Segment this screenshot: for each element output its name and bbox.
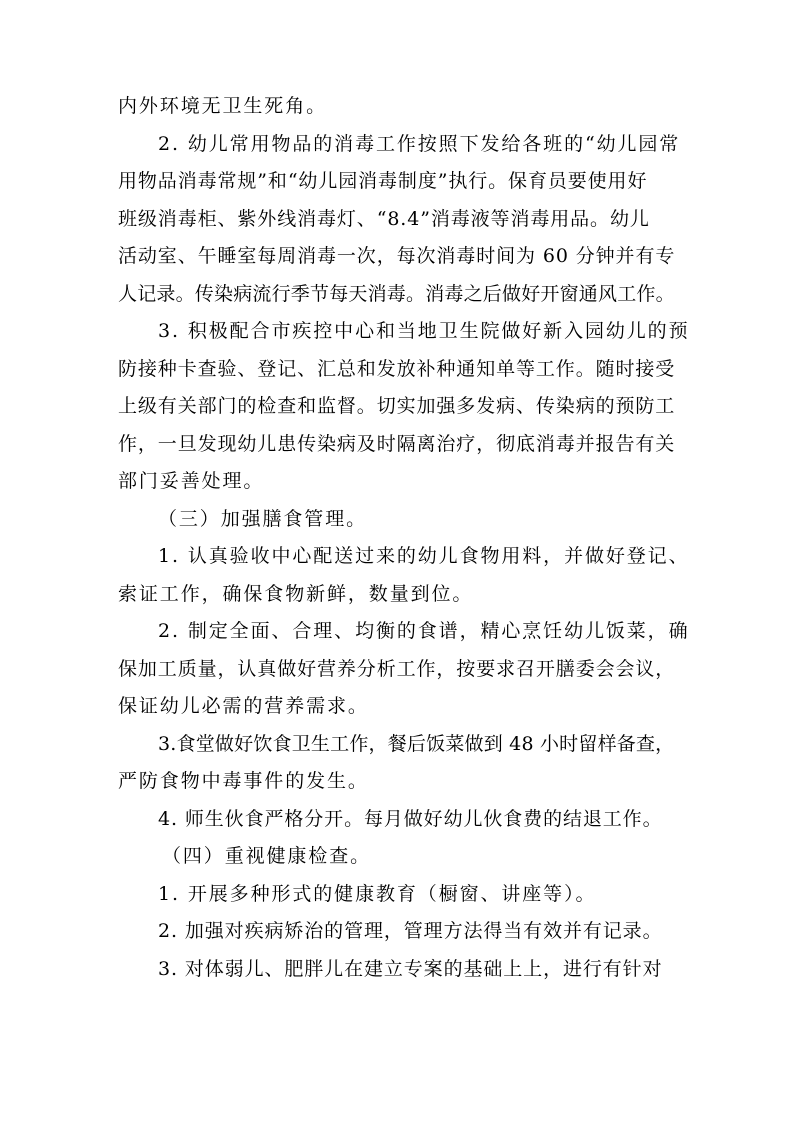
paragraph-line: 4. 师生伙食严格分开。每月做好幼儿伙食费的结退工作。	[158, 807, 663, 830]
paragraph-line: 1. 开展多种形式的健康教育（橱窗、讲座等）。	[158, 882, 597, 905]
paragraph-line: 防接种卡查验、登记、汇总和发放补种通知单等工作。随时接受	[118, 357, 676, 380]
paragraph-line: 保加工质量，认真做好营养分析工作，按要求召开膳委会会议，	[118, 657, 676, 680]
section-heading: （三）加强膳食管理。	[158, 507, 368, 530]
paragraph-line: 班级消毒柜、紫外线消毒灯、“8.4”消毒液等消毒用品。幼儿	[118, 207, 650, 230]
paragraph-line: 3. 积极配合市疾控中心和当地卫生院做好新入园幼儿的预	[158, 320, 690, 342]
paragraph-line: 部门妥善处理。	[118, 470, 265, 492]
paragraph-line: 用物品消毒常规”和“幼儿园消毒制度”执行。保育员要使用好	[118, 170, 648, 192]
section-heading: （四）重视健康检查。	[162, 845, 372, 867]
paragraph-line: 内外环境无卫生死角。	[118, 95, 328, 117]
paragraph-line: 1. 认真验收中心配送过来的幼儿食物用料，并做好登记、	[158, 545, 690, 567]
paragraph-line: 3.食堂做好饮食卫生工作，餐后饭菜做到 48 小时留样备查，	[158, 732, 675, 755]
paragraph-line: 3. 对体弱儿、肥胖儿在建立专案的基础上上，进行有针对	[158, 957, 663, 980]
paragraph-line: 2. 制定全面、合理、均衡的食谱，精心烹饪幼儿饭菜，确	[158, 620, 690, 642]
paragraph-line: 2. 加强对疾病矫治的管理，管理方法得当有效并有记录。	[158, 920, 663, 942]
paragraph-line: 2. 幼儿常用物品的消毒工作按照下发给各班的“幼儿园常	[158, 132, 681, 155]
paragraph-line: 作，一旦发现幼儿患传染病及时隔离治疗，彻底消毒并报告有关	[118, 432, 676, 455]
paragraph-line: 上级有关部门的检查和监督。切实加强多发病、传染病的预防工	[118, 395, 676, 417]
paragraph-line: 活动室、午睡室每周消毒一次，每次消毒时间为 60 分钟并有专	[118, 245, 676, 267]
paragraph-line: 人记录。传染病流行季节每天消毒。消毒之后做好开窗通风工作。	[118, 282, 675, 305]
body-text	[118, 88, 690, 988]
paragraph-line: 保证幼儿必需的营养需求。	[118, 695, 369, 717]
paragraph-line: 严防食物中毒事件的发生。	[118, 770, 369, 792]
paragraph-line: 索证工作，确保食物新鲜，数量到位。	[118, 582, 474, 605]
